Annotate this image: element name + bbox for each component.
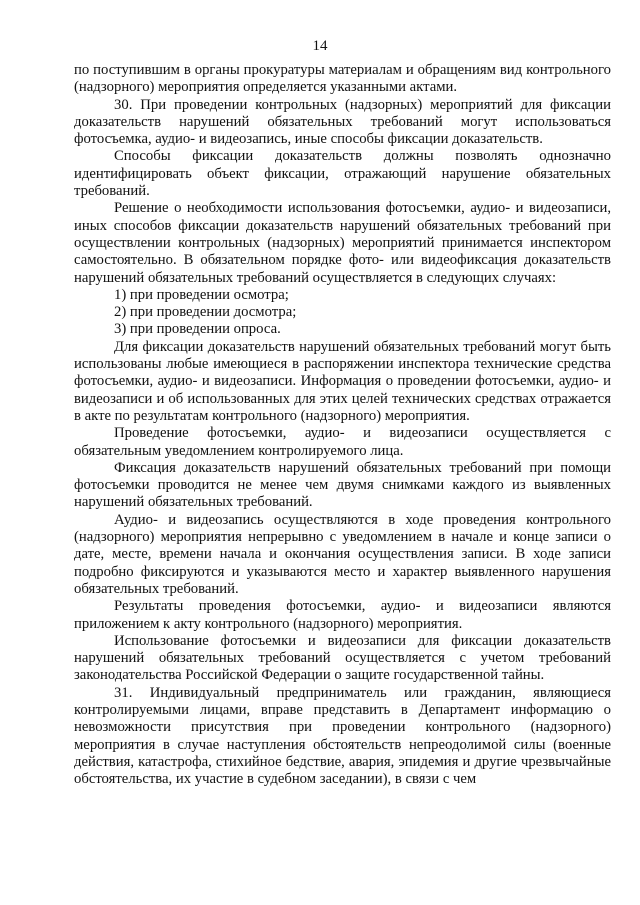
paragraph: Использование фотосъемки и видеозаписи для фиксации доказательств нарушений обязательных требований осуществляется с учетом требований законодательства Российской Федерации о защите государственной тайны. [74, 632, 611, 684]
list-item: 3) при проведении опроса. [114, 321, 281, 338]
paragraph-item-30: 30. При проведении контрольных (надзорных) мероприятий для фиксации доказательств нарушений обязательных требований могут использоваться фотосъемка, аудио- и видеозапись, иные способы фиксации доказательств. [74, 96, 611, 148]
paragraph: Результаты проведения фотосъемки, аудио- и видеозаписи являются приложением к акту контрольного (надзорного) мероприятия. [74, 598, 611, 632]
page-number: 14 [312, 38, 328, 54]
paragraph: Решение о необходимости использования фотосъемки, аудио- и видеозаписи, иных способов фиксации доказательств нарушений обязательных требований при осуществлении контрольных (надзорных) мероприятий принимается инспектором самостоятельно. В обязательном порядке фото- или видеофиксация доказательств нарушений обязательных требований осуществляется в следующих случаях: [74, 200, 611, 286]
paragraph: Способы фиксации доказательств должны позволять однозначно идентифицировать объект фиксации, отражающий нарушение обязательных требований. [74, 148, 611, 200]
list-item: 1) при проведении осмотра; [114, 286, 289, 303]
list-item: 2) при проведении досмотра; [114, 304, 297, 321]
paragraph-item-31: 31. Индивидуальный предприниматель или гражданин, являющиеся контролируемыми лицами, вправе представить в Департамент информацию о невозможности присутствия при проведении контрольного (надзорного) мероприятия в случае наступления обстоятельств непреодолимой силы (военные действия, катастрофа, стихийное бедствие, авария, эпидемия и другие чрезвычайные обстоятельства, их участие в судебном заседании), в связи с чем [74, 684, 611, 788]
paragraph: Аудио- и видеозапись осуществляются в ходе проведения контрольного (надзорного) мероприятия непрерывно с уведомлением в начале и конце записи о дате, месте, времени начала и окончания осуществления записи. В ходе записи подробно фиксируются и указываются место и характер выявленного нарушения обязательных требований. [74, 511, 611, 597]
document-body [74, 62, 611, 788]
paragraph: Фиксация доказательств нарушений обязательных требований при помощи фотосъемки проводится не менее чем двумя снимками каждого из выявленных нарушений обязательных требований. [74, 459, 611, 511]
paragraph: Проведение фотосъемки, аудио- и видеозаписи осуществляется с обязательным уведомлением контролируемого лица. [74, 425, 611, 459]
paragraph-continuation: по поступившим в органы прокуратуры материалам и обращениям вид контрольного (надзорного) мероприятия определяется указанными актами. [74, 62, 611, 96]
paragraph: Для фиксации доказательств нарушений обязательных требований могут быть использованы любые имеющиеся в распоряжении инспектора технические средства фотосъемки, аудио- и видеозаписи. Информация о проведении фотосъемки, аудио- и видеозаписи и об использованных для этих целей технических средствах отражается в акте по результатам контрольного (надзорного) мероприятия. [74, 338, 611, 424]
